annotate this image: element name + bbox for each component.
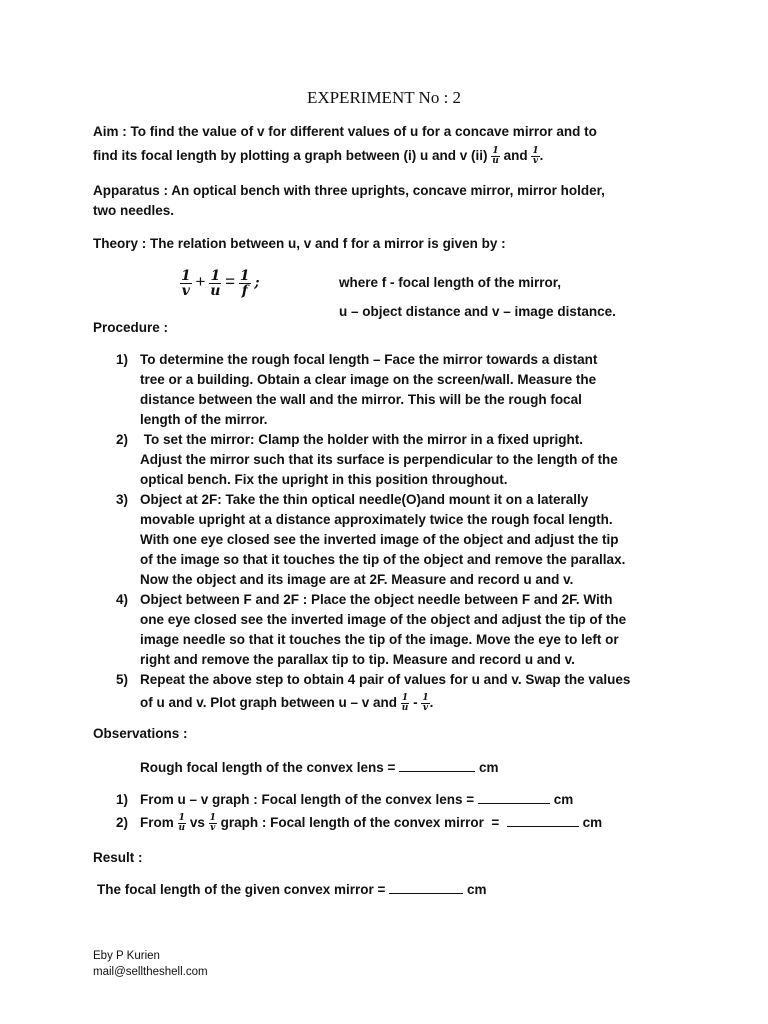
mirror-formula <box>180 265 260 300</box>
item-line: Adjust the mirror such that its surface is perpendicular to the length of the <box>140 452 618 467</box>
numerator: 1 <box>239 267 250 284</box>
item-line: optical bench. Fix the upright in this position throughout. <box>140 472 508 487</box>
fraction-1-over-v <box>209 814 217 833</box>
numerator: 1 <box>422 692 429 703</box>
item-line: of u and v. Plot graph between u – v and <box>140 695 401 710</box>
observation-item-2-from: From <box>140 815 178 830</box>
unit-cm: cm <box>466 882 487 897</box>
procedure-item-3 <box>116 490 630 590</box>
item-line: Object at 2F: Take the thin optical needle(O)and mount it on a laterally <box>140 492 589 507</box>
equals-sign: = <box>225 272 236 291</box>
denominator: v <box>210 822 216 833</box>
fraction-1-over-u <box>178 814 187 833</box>
denominator: u <box>401 702 409 713</box>
fraction-1-over-f <box>239 269 251 298</box>
fraction-1-over-u <box>209 269 221 298</box>
blank-line <box>507 812 579 827</box>
item-line: With one eye closed see the inverted image of the object and adjust the tip <box>140 532 619 547</box>
plus-sign: + <box>195 272 206 291</box>
theory-where-1: where f - focal length of the mirror, <box>339 275 562 290</box>
unit-cm: cm <box>553 792 574 807</box>
observation-item-1 <box>116 789 573 810</box>
observation-rough <box>140 757 498 778</box>
numerator: 1 <box>209 812 216 823</box>
item-line: one eye closed see the inverted image of the object and adjust the tip of the <box>140 612 627 627</box>
numerator: 1 <box>532 145 539 156</box>
observation-item-2-label: graph : Focal length of the convex mirror = <box>216 815 504 830</box>
denominator: v <box>422 702 429 713</box>
item-end: . <box>429 695 434 710</box>
aim-line-1: Aim : To find the value of v for different values of u for a concave mirror and to <box>93 124 597 139</box>
fraction-1-over-u <box>401 694 410 713</box>
numerator: 1 <box>178 812 185 823</box>
denominator: v <box>532 155 539 166</box>
fraction-1-over-u <box>491 147 500 166</box>
theory-where-2: u – object distance and v – image distance. <box>339 304 616 319</box>
item-line: distance between the wall and the mirror. This will be the rough focal <box>140 392 582 407</box>
aim-and: and <box>503 148 528 163</box>
item-line: tree or a building. Obtain a clear image on the screen/wall. Measure the <box>140 372 597 387</box>
observation-item-1-label: From u – v graph : Focal length of the convex lens = <box>140 792 478 807</box>
page-title: EXPERIMENT No : 2 <box>306 88 462 107</box>
observation-item-2-vs: vs <box>189 815 209 830</box>
item-line: To set the mirror: Clamp the holder with the mirror in a fixed upright. <box>140 432 584 447</box>
theory-line: Theory : The relation between u, v and f for a mirror is given by : <box>93 236 506 251</box>
item-line: Now the object and its image are at 2F. Measure and record u and v. <box>140 572 574 587</box>
blank-line <box>399 757 475 772</box>
author-name: Eby P Kurien <box>93 950 160 962</box>
procedure-heading: Procedure : <box>93 320 169 335</box>
item-line: movable upright at a distance approximately twice the rough focal length. <box>140 512 613 527</box>
fraction-1-over-v <box>421 694 429 713</box>
numerator: 1 <box>492 145 499 156</box>
item-line: right and remove the parallax tip to tip. Measure and record u and v. <box>140 652 575 667</box>
fraction-1-over-v <box>531 147 539 166</box>
item-number: 5) <box>116 672 129 687</box>
item-number: 3) <box>116 492 129 507</box>
observation-rough-label: Rough focal length of the convex lens = <box>140 760 400 775</box>
aim-line-2 <box>93 146 543 166</box>
observations-heading: Observations : <box>93 726 188 741</box>
result-label: The focal length of the given convex mirror = <box>97 882 390 897</box>
numerator: 1 <box>401 692 409 703</box>
item-line: image needle so that it touches the tip of the image. Move the eye to left or <box>140 632 619 647</box>
item-number: 2) <box>116 815 129 830</box>
item-line: To determine the rough focal length – Face the mirror towards a distant <box>140 352 598 367</box>
dash: - <box>413 695 418 710</box>
item-line: length of the mirror. <box>140 412 268 427</box>
unit-cm: cm <box>478 760 499 775</box>
item-line: of the image so that it touches the tip of the object and remove the parallax. <box>140 552 626 567</box>
item-line: Repeat the above step to obtain 4 pair of values for u and v. Swap the values <box>140 672 631 687</box>
result-heading: Result : <box>93 850 143 865</box>
formula-semicolon: ; <box>254 275 260 291</box>
blank-line <box>478 789 550 804</box>
fraction-1-over-v <box>180 269 192 298</box>
numerator: 1 <box>210 267 221 284</box>
author-email: mail@selltheshell.com <box>93 966 208 978</box>
observation-item-2 <box>116 810 602 836</box>
blank-line <box>389 879 463 894</box>
procedure-list <box>116 350 630 716</box>
item-number: 1) <box>116 352 129 367</box>
result-line <box>97 879 486 900</box>
aim-end: . <box>539 148 544 163</box>
apparatus-line-2: two needles. <box>93 203 175 218</box>
denominator: v <box>181 282 190 299</box>
denominator: u <box>178 822 186 833</box>
item-number: 1) <box>116 792 129 807</box>
denominator: u <box>492 155 499 166</box>
item-number: 4) <box>116 592 129 607</box>
apparatus-line-1: Apparatus : An optical bench with three uprights, concave mirror, mirror holder, <box>93 183 605 198</box>
item-line: Object between F and 2F : Place the object needle between F and 2F. With <box>140 592 613 607</box>
item-number: 2) <box>116 432 129 447</box>
unit-cm: cm <box>582 815 603 830</box>
procedure-item-4 <box>116 590 630 670</box>
aim-line-2-text: find its focal length by plotting a graph between (i) u and v (ii) <box>93 148 492 163</box>
procedure-item-1 <box>116 350 630 430</box>
denominator: f <box>241 282 248 299</box>
denominator: u <box>210 282 221 299</box>
procedure-item-5 <box>116 670 630 716</box>
numerator: 1 <box>181 267 191 284</box>
procedure-item-2 <box>116 430 630 490</box>
